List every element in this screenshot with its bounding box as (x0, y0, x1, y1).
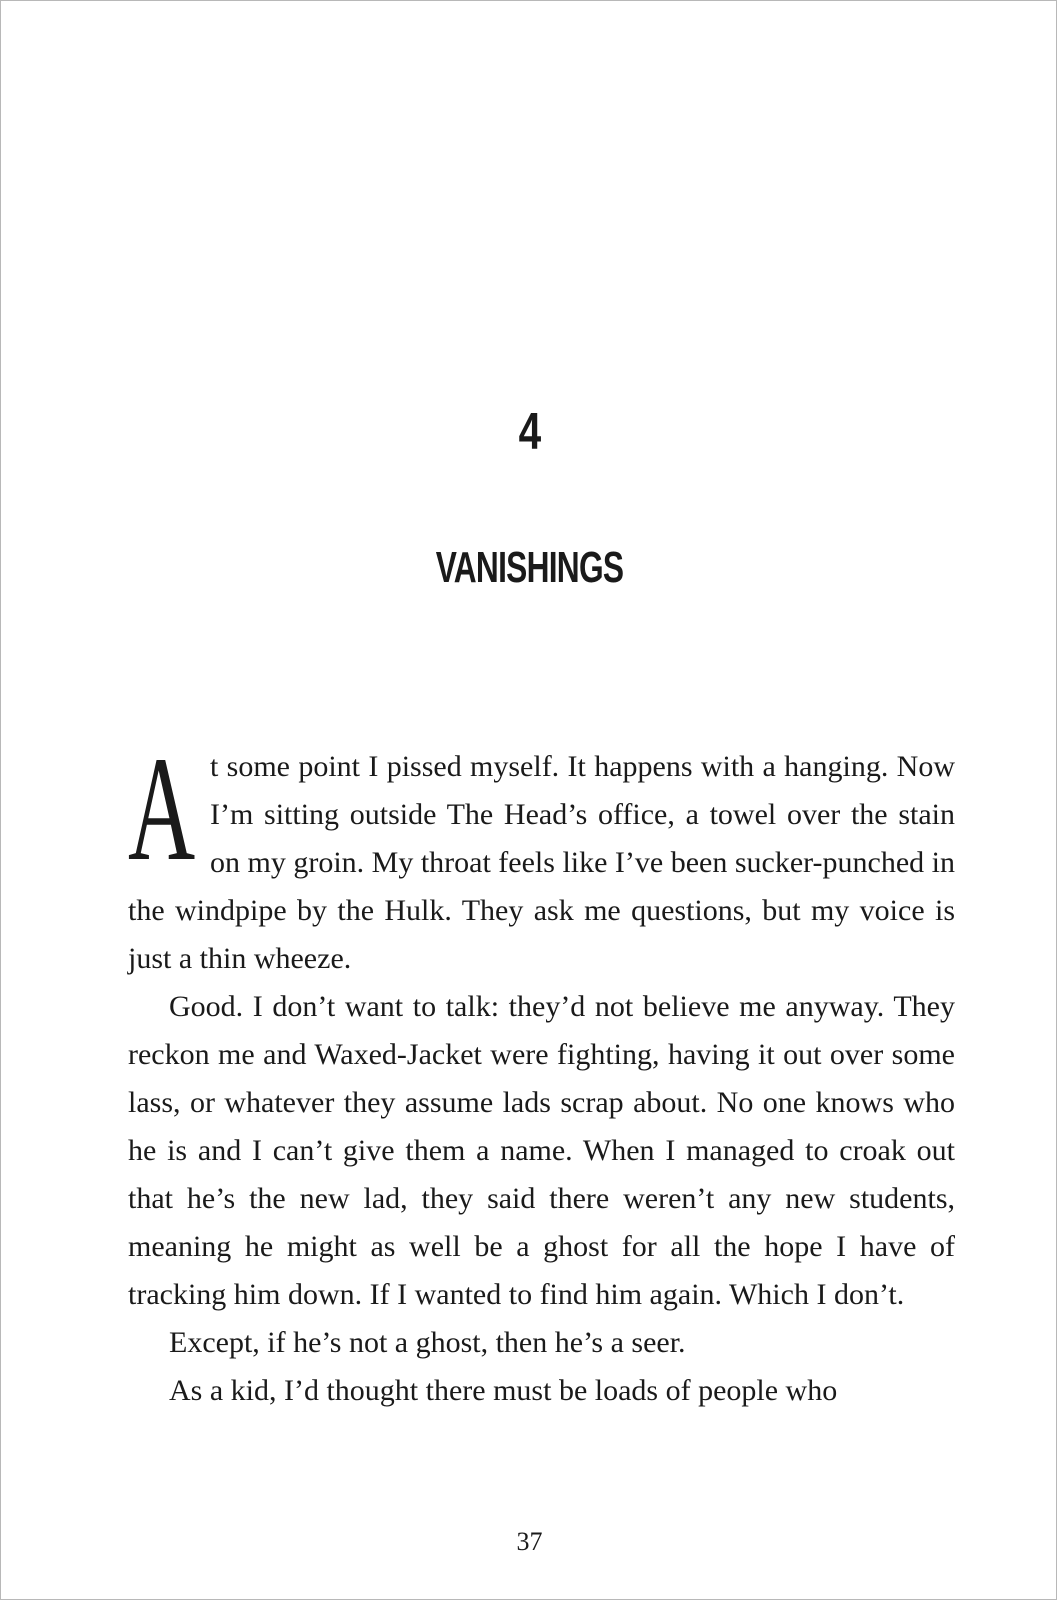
page-number: 37 (516, 1527, 543, 1556)
paragraph-3: Except, if he’s not a ghost, then he’s a seer. (169, 1326, 686, 1359)
paragraph-1 (128, 726, 956, 983)
drop-cap: A (128, 726, 196, 892)
chapter-body (128, 726, 956, 1415)
paragraph-2: Good. I don’t want to talk: they’d not believe me anyway. They reckon me and Waxed-Jacket were fighting, having it out over some lass, or whatever they assume lads scrap about. No one knows who he is and I can’t give them a name. When I managed to croak out that he’s the new lad, they said there weren’t any new students, meaning he might as well be a ghost for all the hope I have of tracking him down. If I wanted to find him again. Which I don’t. (128, 990, 955, 1311)
paragraph-4: As a kid, I’d thought there must be loads of people who (169, 1374, 838, 1407)
chapter-number: 4 (518, 403, 541, 461)
chapter-title: VANISHINGS (435, 543, 624, 592)
paragraph-1-text: t some point I pissed myself. It happens with a hanging. Now I’m sitting outside The Head’s office, a towel over the stain on my groin. My throat feels like I’ve been sucker-punched in the windpipe by the Hulk. They ask me questions, but my voice is just a thin wheeze. (128, 750, 956, 975)
